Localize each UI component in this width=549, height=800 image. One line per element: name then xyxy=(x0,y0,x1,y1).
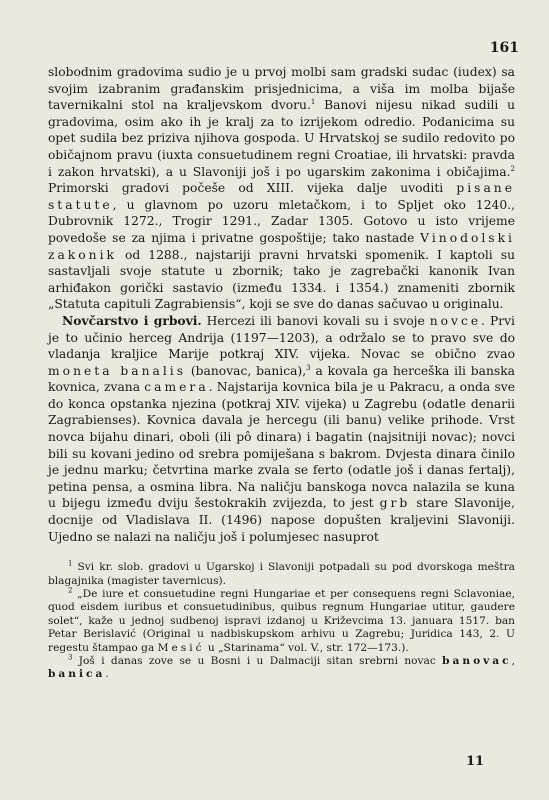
footnote-ref[interactable]: 1 xyxy=(310,98,316,107)
text-run: , u glavnom po uzoru mletačkom, i to Spljet oko 1240., Dubrovnik 1272., Trogir 1291., Zadar 1305. Gotovo u isto vrijeme povedoše se za njima i privatne gospoštije; tako nastade xyxy=(48,197,515,245)
footnotes xyxy=(48,561,515,682)
emphasized-term: pisane statute xyxy=(48,181,515,212)
text-run: Hercezi ili banovi kovali su i svoje xyxy=(201,313,430,328)
footnote-text: „De iure et consuetudine regni Hungariae et per consequens regni Sclavoniae, quod eisdem iuribus et consuetudinibus, quibus regnum Hungariae utitur, gaudere solet“, kaže u jednoj sudbenoj ispravi izdanoj u Križevcima 13. januara 1517. ban Petar Berislavić (Original u nadbiskupskom arhivu u Zagrebu; Juridica 143, 2. U regestu štampao ga xyxy=(48,588,515,654)
signature-mark: 11 xyxy=(466,754,485,769)
emphasized-term: grb xyxy=(379,496,411,511)
text-run: slobodnim gradovima sudio je u prvoj molbi sam gradski sudac (iudex) sa svojim izabranim građanskim prisjednicima, a viša im molba bijaše tavernikalni stol na kraljevskom dvoru. xyxy=(48,65,515,113)
footnote-text: Svi kr. slob. gradovi u Ugarskoj i Slavoniji potpadali su pod dvorskoga meštra blagajnika (magister tavernicus). xyxy=(48,561,515,587)
footnote-marker: 1 xyxy=(68,559,73,568)
text-run: a kovala ga herceška ili banska kovnica, zvana xyxy=(48,363,516,395)
footnote-marker: 2 xyxy=(68,586,73,595)
emphasized-term: camera xyxy=(144,380,209,395)
section-heading: Novčarstvo i grbovi. xyxy=(62,312,202,328)
text-run: . Najstarija kovnica bila je u Pakracu, a onda sve do konca opstanka njezina (potkraj XIV. vijeka) u Zagrebu (odatle denarii Zagrabienses). Kovnica davala je hercegu (ili banu) velike prihode. Vrst novca bijahu dinari, oboli (ili pô dinara) i bagatin (najsitniji novac); novci bili su kovani jedino od srebra pomiješana s bakrom. Dvjesta dinara činilo je jednu marku; četvrtina marke zvala se ferto (odatle još i danas fertalj), petina pensa, a osmina libra. Na naličju banskoga novca nalazila se kuna u bijegu između dviju šestokrakih zvijezda, to jest xyxy=(48,380,515,511)
page-number: 161 xyxy=(489,40,519,56)
emphasized-term: banovac xyxy=(442,655,512,668)
footnote-marker: 3 xyxy=(68,653,73,662)
footnote-text: . xyxy=(105,668,109,681)
footnote-ref[interactable]: 3 xyxy=(306,363,311,372)
text-run: Primorski gradovi počeše od XIII. vijeka dalje uvoditi xyxy=(48,181,457,196)
emphasized-term: Vinodolski zakonik xyxy=(48,230,515,262)
paragraph-courts-and-statutes xyxy=(48,64,515,313)
text-run: Banovi nijesu nikad sudili u gradovima, osim ako ih je kralj za to izrijekom odredio. Podanicima su opet sudila bez priziva njihova gospoda. U Hrvatskoj se sudilo redovito po običajnom pravu (iuxta consuetudinem regni Croatiae, ili hrvatski: pravda i zakon hrvatski), a u Slavoniji još i po ugarskim zakonima i običajima. xyxy=(48,98,516,179)
footnote-text: u „Starinama“ vol. V., str. 172—173.). xyxy=(204,641,409,654)
paragraph-coinage-and-arms xyxy=(48,313,515,545)
footnote-ref[interactable]: 2 xyxy=(510,164,515,173)
text-run: . Prvi je to učinio herceg Andrija (1197—1203), a održalo se to pravo sve do vladanja kraljice Marije potkraj XIV. vijeka. Novac se obično zvao xyxy=(48,313,515,362)
emphasized-term: banica xyxy=(48,668,106,681)
footnote-1 xyxy=(48,561,515,588)
footnote-2 xyxy=(48,588,515,655)
footnote-3 xyxy=(48,655,515,682)
footnote-text: Još i danas zove se u Bosni i u Dalmaciji sitan srebrni novac xyxy=(72,655,443,668)
text-run: stare Slavonije, docnije od Vladislava II. (1496) napose dopušten kraljevini Slavoniji. Ujedno se nalazi na naličju još i polumjesec nasuprot xyxy=(48,496,515,544)
footnote-text: , xyxy=(511,655,515,668)
text-run: (banovac, banica), xyxy=(186,363,307,378)
body-text xyxy=(48,64,515,545)
emphasized-term: novce xyxy=(429,313,482,328)
text-run: od 1288., najstariji pravni hrvatski spomenik. I kaptoli su sastavljali svoje statute u zbornik; tako je zagrebački kanonik Ivan arhiđakon gorički sastavio (između 1334. i 1354.) znameniti zbornik „Statuta capituli Zagrabiensis“, koji se sve do danas sačuvao u originalu. xyxy=(48,247,515,312)
emphasized-term: moneta banalis xyxy=(48,363,187,378)
author-name: Mesić xyxy=(157,641,205,654)
